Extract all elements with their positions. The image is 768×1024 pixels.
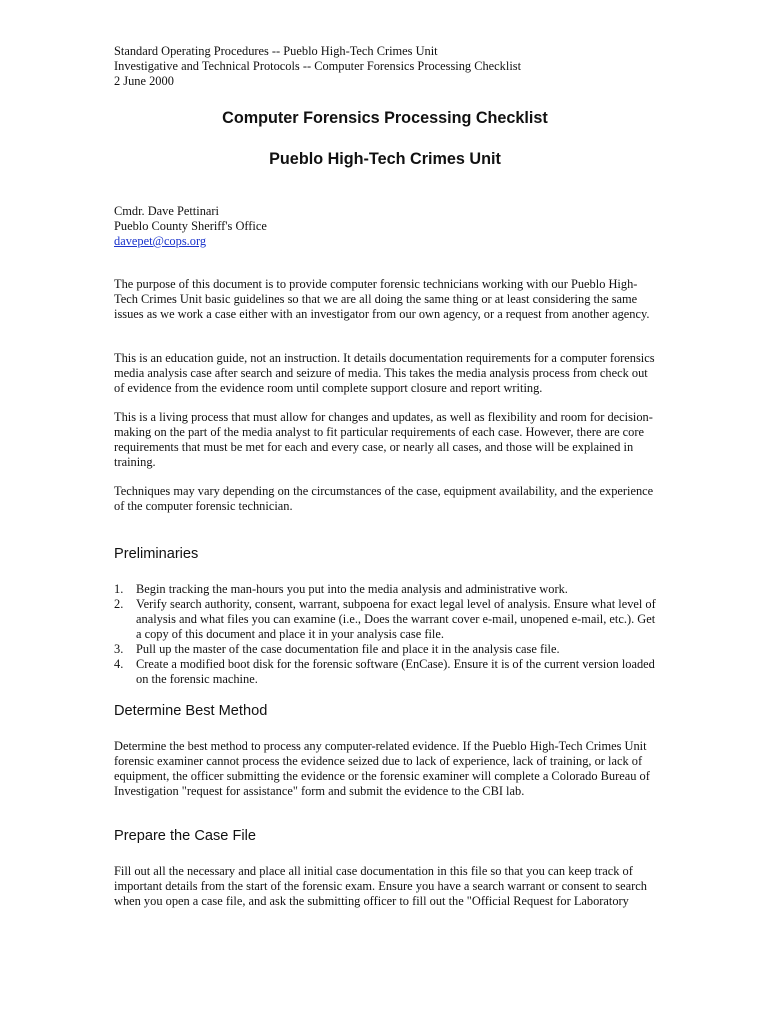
document-subtitle: Pueblo High-Tech Crimes Unit xyxy=(269,150,501,168)
list-item-text: Create a modified boot disk for the forensic software (EnCase). Ensure it is of the current version loaded on the forensic machine. xyxy=(136,657,655,686)
section-heading-best-method: Determine Best Method xyxy=(114,703,268,719)
header-line-2: Investigative and Technical Protocols -- Computer Forensics Processing Checklist xyxy=(114,59,522,73)
header-line-3: 2 June 2000 xyxy=(114,74,174,88)
list-item-text: Begin tracking the man-hours you put into the media analysis and administrative work. xyxy=(136,582,568,596)
list-item-number: 1. xyxy=(114,582,124,596)
list-item-text: Verify search authority, consent, warrant, subpoena for exact legal level of analysis. Ensure what level of analysis and what files you can examine (i.e., Does the warrant cover e-mail, unopened e-mail, etc.). Get a copy of this document and place it in your analysis case file. xyxy=(136,597,656,641)
list-item xyxy=(114,657,656,687)
list-item-number: 4. xyxy=(114,657,124,671)
section-heading-preliminaries: Preliminaries xyxy=(114,546,199,562)
document-title: Computer Forensics Processing Checklist xyxy=(222,109,548,127)
author-office: Pueblo County Sheriff's Office xyxy=(114,219,267,233)
header-line-1: Standard Operating Procedures -- Pueblo High-Tech Crimes Unit xyxy=(114,44,438,58)
section-heading-case-file: Prepare the Case File xyxy=(114,828,256,844)
intro-paragraph-2: This is an education guide, not an instruction. It details documentation requirements for a computer forensics media analysis case after search and seizure of media. This takes the media analysis process from check out of evidence from the evidence room until complete support closure and report writing. xyxy=(114,351,655,395)
list-item-number: 2. xyxy=(114,597,124,611)
list-item-text: Pull up the master of the case documentation file and place it in the analysis case file. xyxy=(136,642,560,656)
document-header xyxy=(114,44,656,89)
preliminaries-list xyxy=(114,582,656,687)
list-item xyxy=(114,642,656,657)
list-item-number: 3. xyxy=(114,642,124,656)
list-item xyxy=(114,597,656,642)
author-block xyxy=(114,204,267,249)
case-file-paragraph: Fill out all the necessary and place all initial case documentation in this file so that you can keep track of important details from the start of the forensic exam. Ensure you have a search warrant or consent to search when you open a case file, and ask the submitting officer to fill out the "Official Request for Laboratory xyxy=(114,864,647,908)
list-item xyxy=(114,582,656,597)
intro-paragraph-4: Techniques may vary depending on the circumstances of the case, equipment availability, and the experience of the computer forensic technician. xyxy=(114,484,654,513)
best-method-paragraph: Determine the best method to process any computer-related evidence. If the Pueblo High-Tech Crimes Unit forensic examiner cannot process the evidence seized due to lack of experience, lack of training, or lack of equipment, the officer submitting the evidence or the forensic examiner will complete a Colorado Bureau of Investigation "request for assistance" form and submit the evidence to the CBI lab. xyxy=(114,739,650,798)
author-name: Cmdr. Dave Pettinari xyxy=(114,204,219,218)
intro-paragraph-1: The purpose of this document is to provide computer forensic technicians working with our Pueblo High-Tech Crimes Unit basic guidelines so that we are all doing the same thing or at least considering the same issues as we work a case either with an investigator from our own agency, or a request from another agency. xyxy=(114,277,650,321)
author-email-link[interactable]: davepet@cops.org xyxy=(114,234,207,248)
intro-paragraph-3: This is a living process that must allow for changes and updates, as well as flexibility and room for decision-making on the part of the media analyst to fit particular requirements of each case. However, there are core requirements that must be met for each and every case, or nearly all cases, and those will be explained in training. xyxy=(114,410,653,469)
